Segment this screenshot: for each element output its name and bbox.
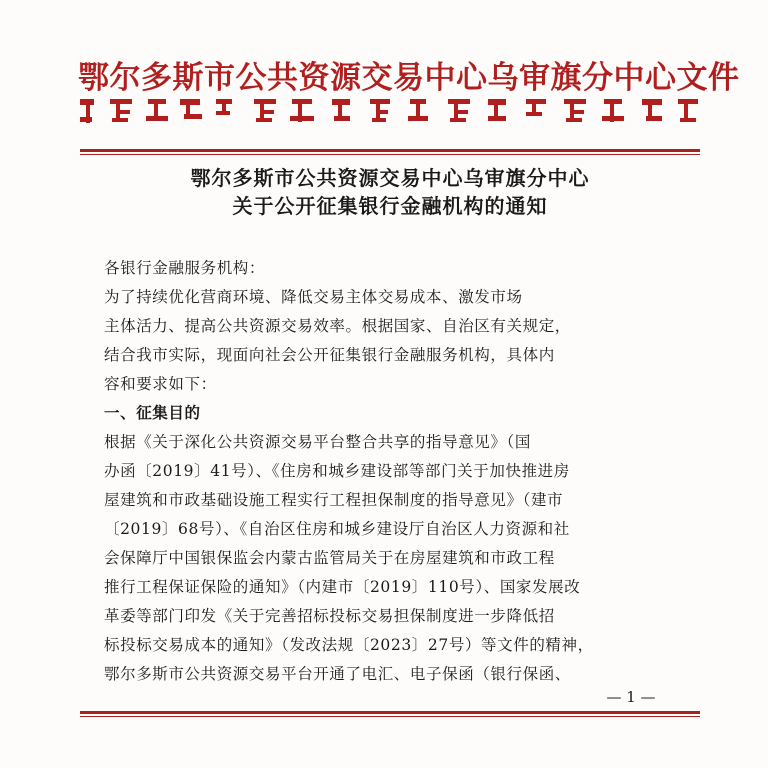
body-line: 推行工程保证保险的通知》（内建市〔2019〕110号）、国家发展改	[104, 578, 581, 596]
body-line: 根据《关于深化公共资源交易平台整合共享的指导意见》（国	[104, 433, 531, 451]
body-line: 屋建筑和市政基础设施工程实行工程担保制度的指导意见》（建市	[104, 491, 564, 509]
header-red-rule	[80, 149, 700, 152]
body-line: 鄂尔多斯市公共资源交易平台开通了电汇、电子保函（银行保函、	[104, 665, 571, 683]
notice-title-line-2: 关于公开征集银行金融机构的通知	[232, 194, 548, 218]
header-red-rule-thin	[80, 154, 700, 155]
salutation: 各银行金融服务机构：	[104, 259, 266, 277]
notice-title-line-1: 鄂尔多斯市公共资源交易中心乌审旗分中心	[190, 166, 590, 190]
page-number: — 1 —	[606, 688, 656, 706]
body-line: 会保障厅中国银保监会内蒙古监管局关于在房屋建筑和市政工程	[104, 549, 555, 567]
footer-red-rule-thin	[80, 716, 700, 717]
document-header-title: 鄂尔多斯市公共资源交易中心乌审旗分中心文件	[78, 60, 740, 96]
mongolian-script-logo	[80, 96, 700, 126]
body-line: 结合我市实际，现面向社会公开征集银行金融服务机构，具体内	[104, 346, 555, 364]
body-line: 主体活力、提高公共资源交易效率。根据国家、自治区有关规定，	[104, 317, 571, 335]
body-line: 容和要求如下：	[104, 375, 217, 393]
footer-red-rule	[80, 711, 700, 714]
body-line: 〔2019〕68号）、《自治区住房和城乡建设厅自治区人力资源和社	[104, 520, 570, 538]
body-line: 为了持续优化营商环境、降低交易主体交易成本、激发市场	[104, 288, 523, 306]
body-line: 革委等部门印发《关于完善招标投标交易担保制度进一步降低招	[104, 607, 555, 625]
body-line: 办函〔2019〕41号）、《住房和城乡建设部等部门关于加快推进房	[104, 462, 570, 480]
body-line: 标投标交易成本的通知》（发改法规〔2023〕27号）等文件的精神，	[104, 636, 594, 654]
section-heading: 一、征集目的	[104, 404, 201, 422]
